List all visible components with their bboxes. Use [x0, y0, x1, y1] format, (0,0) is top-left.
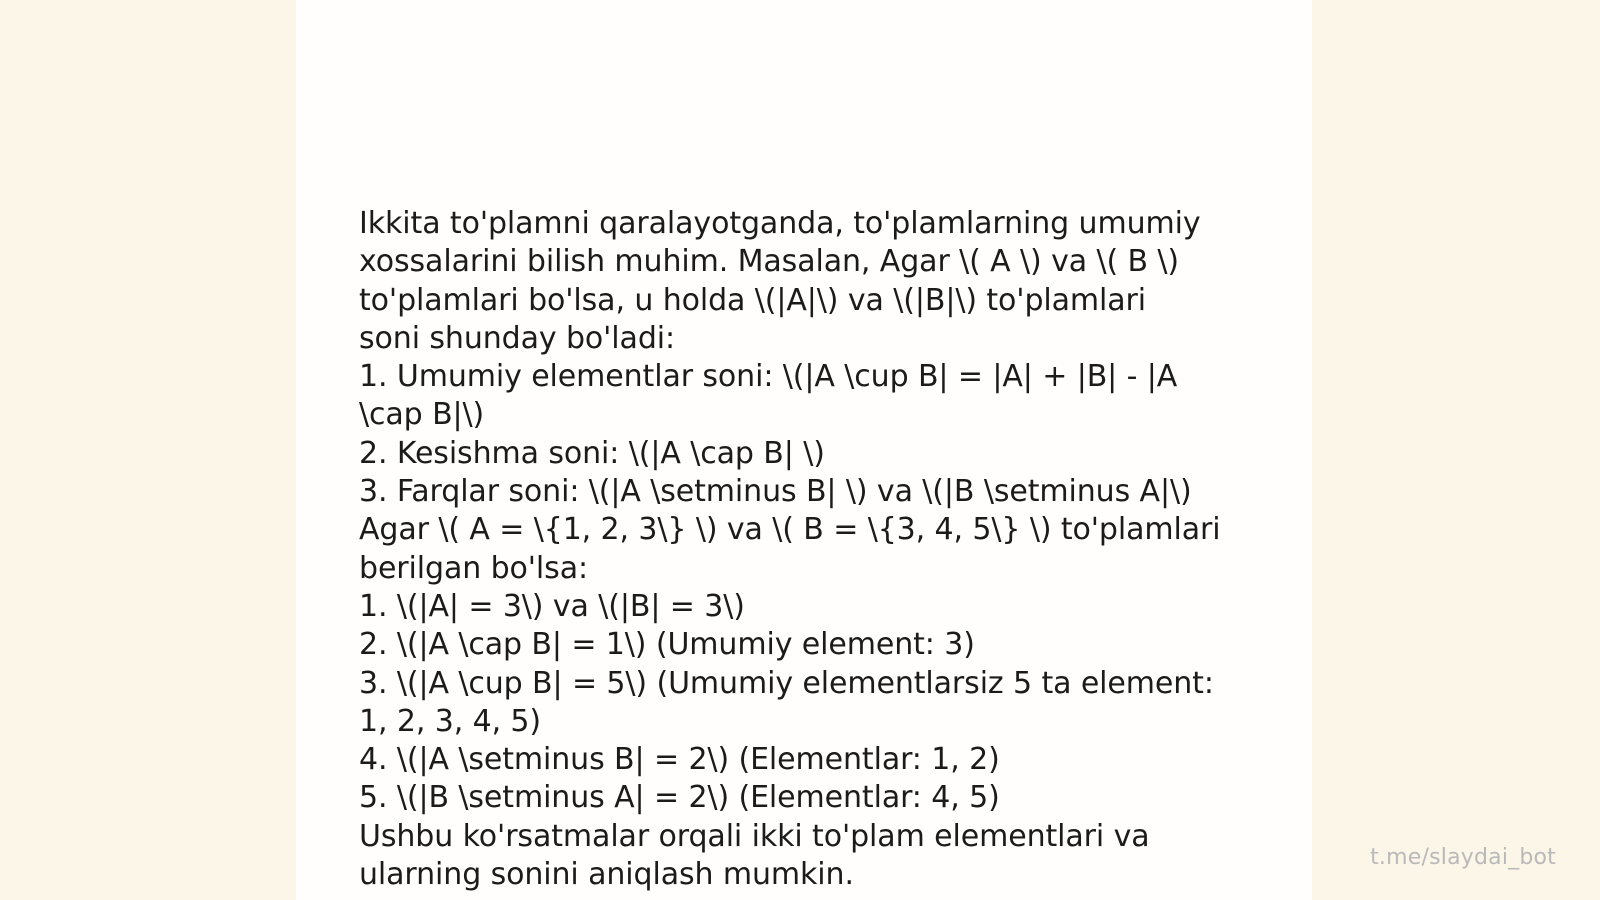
text-line: 3. Farqlar soni: \(|A \setminus B| \) va \(|B \setminus A|\) [359, 474, 1192, 510]
text-line: Ushbu ko'rsatmalar orqali ikki to'plam elementlari va [359, 818, 1150, 854]
text-line: Ikkita to'plamni qaralayotganda, to'plamlarning umumiy [359, 206, 1201, 241]
text-line: xossalarini bilish muhim. Masalan, Agar \( A \) va \( B \) [359, 244, 1180, 280]
text-line: 1. Umumiy elementlar soni: \(|A \cup B| = |A| + |B| - |A [359, 359, 1178, 395]
text-line: soni shunday bo'ladi: [359, 320, 676, 356]
text-line: Agar \( A = \{1, 2, 3\} \) va \( B = \{3, 4, 5\} \) to'plamlari [359, 512, 1221, 548]
text-line: 4. \(|A \setminus B| = 2\) (Elementlar: 1, 2) [359, 742, 1000, 778]
text-line: 2. \(|A \cap B| = 1\) (Umumiy element: 3) [359, 627, 975, 663]
text-line: to'plamlari bo'lsa, u holda \(|A|\) va \(|B|\) to'plamlari [359, 282, 1147, 318]
text-line: 1. \(|A| = 3\) va \(|B| = 3\) [359, 588, 745, 624]
text-line: 3. \(|A \cup B| = 5\) (Umumiy elementlarsiz 5 ta element: [359, 665, 1214, 701]
slide-body-text [359, 205, 1259, 894]
text-line: 5. \(|B \setminus A| = 2\) (Elementlar: 4, 5) [359, 780, 1000, 816]
text-line: ularning sonini aniqlash mumkin. [359, 857, 854, 893]
text-line: berilgan bo'lsa: [359, 550, 588, 586]
text-line: \cap B|\) [359, 397, 485, 433]
watermark: t.me/slaydai_bot [1370, 845, 1556, 870]
text-line: 1, 2, 3, 4, 5) [359, 703, 542, 739]
text-line: 2. Kesishma soni: \(|A \cap B| \) [359, 435, 825, 471]
